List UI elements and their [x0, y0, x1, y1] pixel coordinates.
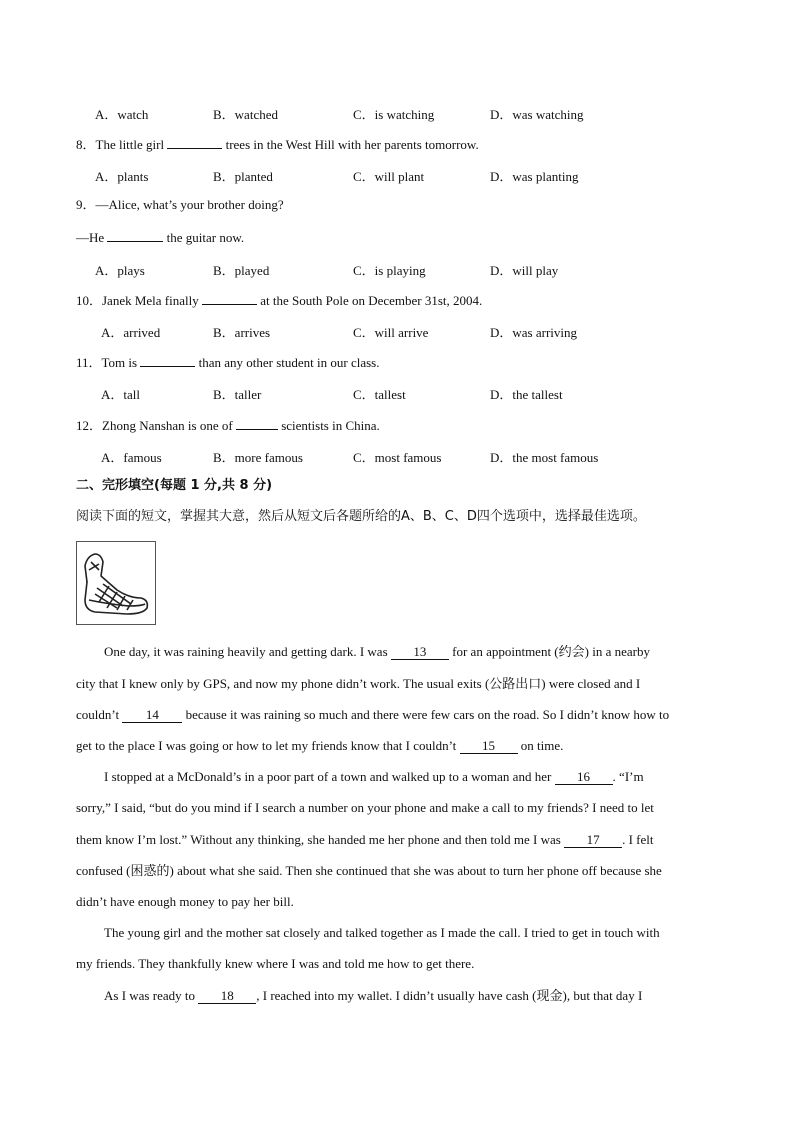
- q10-stem: [76, 291, 482, 309]
- passage-illustration: [76, 541, 156, 625]
- q9-stem: 9．—Alice, what’s your brother doing?: [76, 197, 284, 212]
- q8-option-b: B．planted: [213, 169, 273, 184]
- q9-option-d: D．will play: [490, 263, 559, 278]
- q11-option-b: B．taller: [213, 387, 262, 402]
- q8-blank: [167, 135, 222, 149]
- q8-stem: [76, 135, 479, 153]
- q11-option-c: C．tallest: [353, 387, 406, 402]
- q9-option-a: A．plays: [95, 263, 145, 278]
- q7-option-a: A．watch: [95, 107, 149, 122]
- q12-option-d: D．the most famous: [490, 450, 599, 465]
- passage-p2-line2: sorry,” I said, “but do you mind if I search a number on your phone and make a call to my friends? I need to let: [76, 800, 654, 815]
- blank-13: 13: [391, 645, 449, 660]
- section-instruction: 阅读下面的短文，掌握其大意，然后从短文后各题所给的A、B、C、D四个选项中，选择最佳选项。: [76, 509, 646, 524]
- p1-l4-post: on time.: [520, 738, 564, 753]
- q11-option-a: A．tall: [101, 387, 140, 402]
- p2-l3-pre: them know I’m lost.” Without any thinking, she handed me her phone and then told me I was: [76, 832, 561, 847]
- q12-option-b: B．more famous: [213, 450, 303, 465]
- passage-p3-line2: my friends. They thankfully knew where I was and told me how to get there.: [76, 956, 475, 971]
- q9-option-b: B．played: [213, 263, 270, 278]
- p2-l1-post: . “I’m: [612, 769, 644, 784]
- passage-p2-line4: confused (困惑的) about what she said. Then she continued that she was about to turn her phone off because she: [76, 863, 662, 878]
- q9-stem2-pre: —He: [76, 230, 105, 245]
- passage-p2-line1: [104, 769, 720, 785]
- q10-stem-pre: 10．Janek Mela finally: [76, 293, 199, 308]
- passage-p2-line5: didn’t have enough money to pay her bill.: [76, 894, 294, 909]
- passage-p1-line1: [104, 644, 720, 660]
- p2-l3-post: . I felt: [622, 832, 654, 847]
- blank-17: 17: [564, 833, 622, 848]
- q11-stem: [76, 353, 379, 371]
- q8-option-c: C．will plant: [353, 169, 425, 184]
- section-title: 二、完形填空(每题 1 分,共 8 分): [76, 478, 273, 493]
- q12-stem-post: scientists in China.: [281, 418, 380, 433]
- q10-blank: [202, 291, 257, 305]
- p1-l4-pre: get to the place I was going or how to let my friends know that I couldn’t: [76, 738, 457, 753]
- q11-stem-pre: 11．Tom is: [76, 355, 138, 370]
- q12-stem: [76, 416, 380, 434]
- q8-option-d: D．was planting: [490, 169, 579, 184]
- q8-stem-pre: 8．The little girl: [76, 137, 165, 152]
- p1-l1-post: for an appointment (约会) in a nearby: [452, 644, 650, 659]
- q10-option-d: D．was arriving: [490, 325, 578, 340]
- q9-option-c: C．is playing: [353, 263, 426, 278]
- q8-option-a: A．plants: [95, 169, 149, 184]
- p2-l1-pre: I stopped at a McDonald’s in a poor part of a town and walked up to a woman and her: [104, 769, 552, 784]
- passage-p3-line1: The young girl and the mother sat closely and talked together as I made the call. I tried to get in touch with: [104, 925, 660, 940]
- passage-p1-line3: [76, 707, 720, 723]
- passage-p1-line4: [76, 738, 720, 754]
- q7-option-d: D．was watching: [490, 107, 584, 122]
- q8-stem-post: trees in the West Hill with her parents tomorrow.: [225, 137, 479, 152]
- p1-l3-pre: couldn’t: [76, 707, 120, 722]
- q9-stem2-post: the guitar now.: [166, 230, 245, 245]
- q12-option-c: C．most famous: [353, 450, 442, 465]
- q10-option-c: C．will arrive: [353, 325, 429, 340]
- q12-blank: [236, 416, 278, 430]
- passage-p2-line3: [76, 832, 720, 848]
- q9-blank: [107, 228, 163, 242]
- q10-stem-post: at the South Pole on December 31st, 2004.: [260, 293, 483, 308]
- q10-option-b: B．arrives: [213, 325, 271, 340]
- blank-15: 15: [460, 739, 518, 754]
- shoe-illustration-icon: [77, 542, 155, 624]
- q12-stem-pre: 12．Zhong Nanshan is one of: [76, 418, 233, 433]
- blank-18: 18: [198, 989, 256, 1004]
- passage-p4-line1: [104, 988, 720, 1004]
- p4-l1-post: , I reached into my wallet. I didn’t usually have cash (现金), but that day I: [256, 988, 643, 1003]
- q11-blank: [140, 353, 195, 367]
- blank-16: 16: [555, 770, 613, 785]
- q7-option-b: B．watched: [213, 107, 278, 122]
- p1-l3-post: because it was raining so much and there were few cars on the road. So I didn’t know how to: [185, 707, 670, 722]
- p4-l1-pre: As I was ready to: [104, 988, 195, 1003]
- q9-stem2: [76, 228, 244, 246]
- p1-l1-pre: One day, it was raining heavily and getting dark. I was: [104, 644, 388, 659]
- q11-option-d: D．the tallest: [490, 387, 563, 402]
- blank-14: 14: [122, 708, 182, 723]
- q7-option-c: C．is watching: [353, 107, 435, 122]
- q10-option-a: A．arrived: [101, 325, 161, 340]
- q12-option-a: A．famous: [101, 450, 162, 465]
- q11-stem-post: than any other student in our class.: [198, 355, 380, 370]
- passage-p1-line2: city that I knew only by GPS, and now my phone didn’t work. The usual exits (公路出口) were closed and I: [76, 676, 641, 691]
